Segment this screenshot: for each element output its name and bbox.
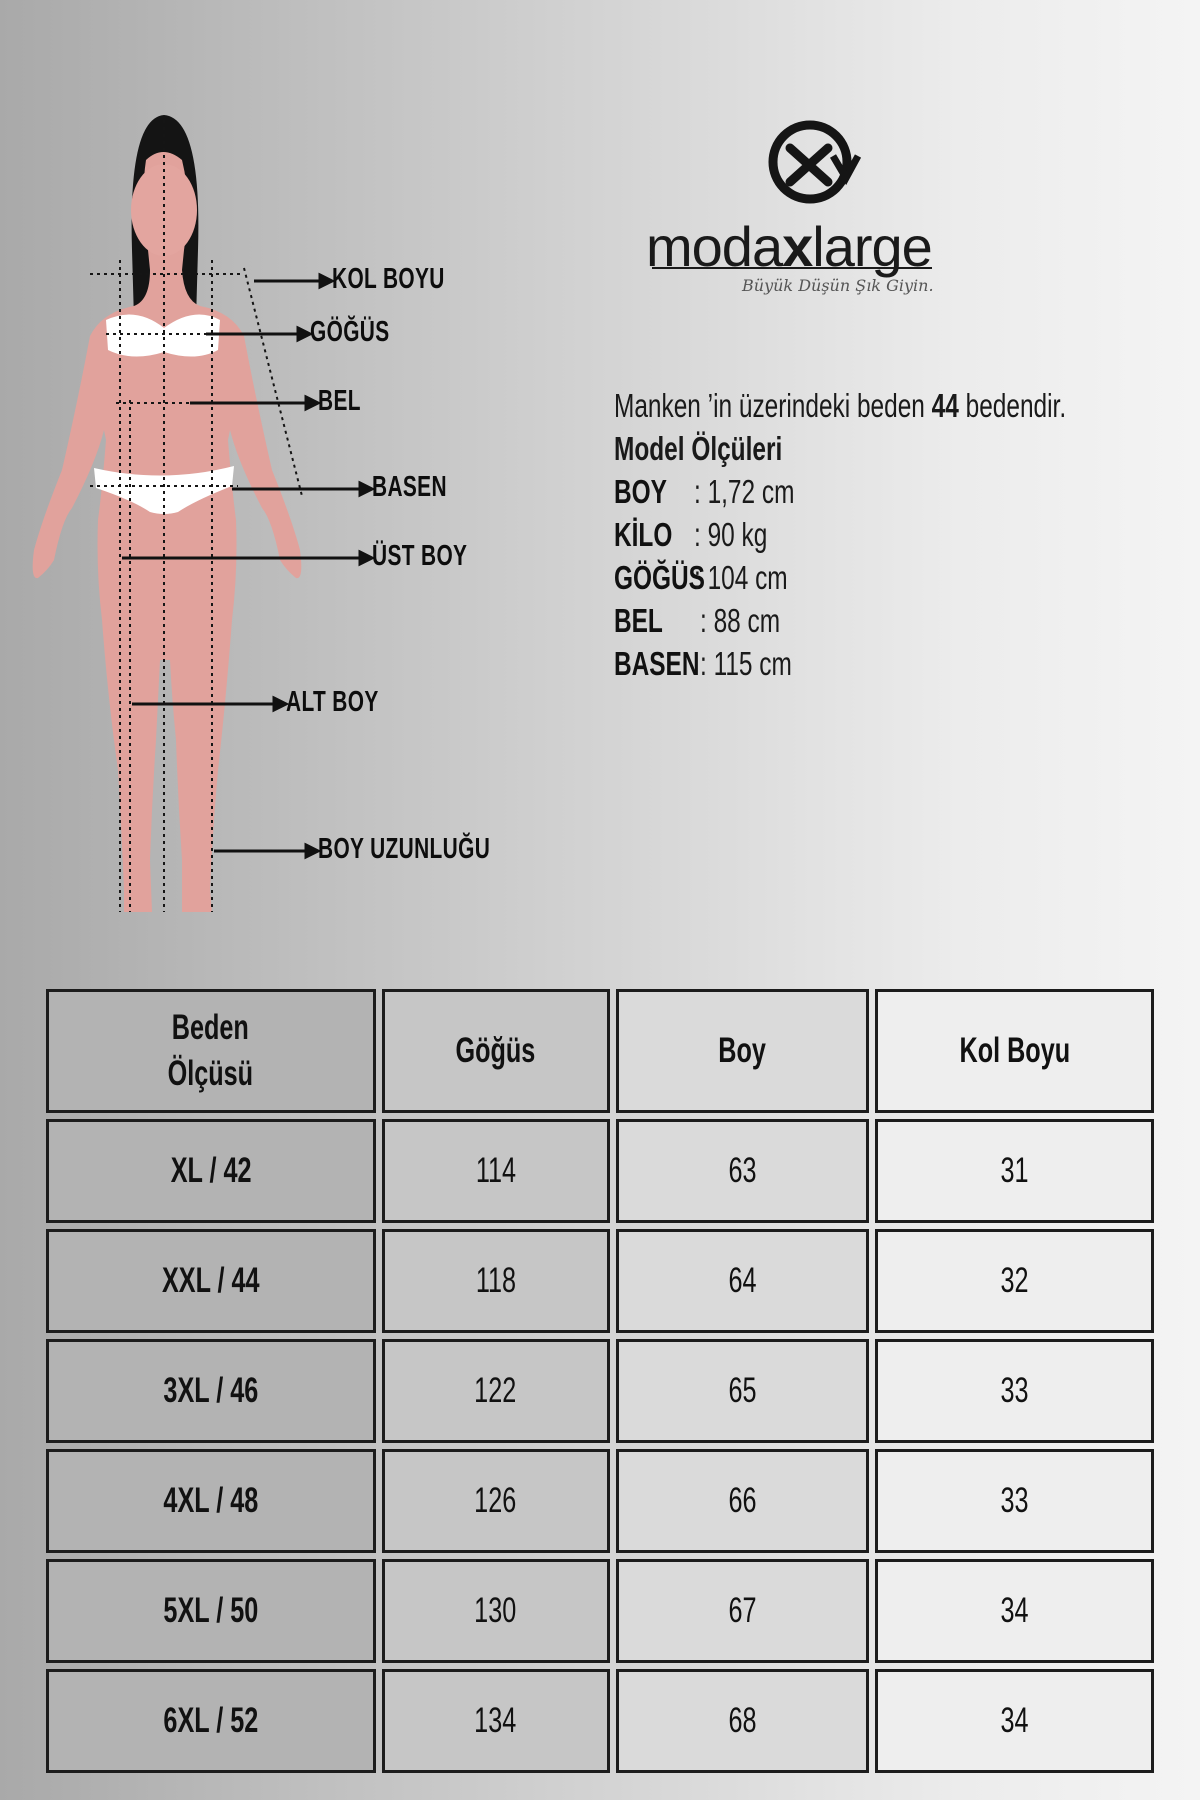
measure-value: : 115 cm <box>700 645 792 682</box>
cell-chest <box>382 1669 610 1773</box>
cell-length <box>616 1449 869 1553</box>
model-measure-row <box>614 513 1174 556</box>
cell-sleeve-text: 33 <box>1000 1481 1029 1520</box>
measure-value: : 88 cm <box>700 602 781 639</box>
size-chart-table <box>40 983 1160 1779</box>
cell-size-text: 6XL / 52 <box>163 1701 259 1740</box>
cell-chest-text: 122 <box>474 1371 517 1410</box>
cell-length <box>616 1119 869 1223</box>
header-length <box>616 989 869 1113</box>
cell-sleeve-text: 33 <box>1000 1371 1029 1410</box>
brand-tagline: Büyük Düşün Şık Giyin. <box>742 276 934 295</box>
header-size-text <box>168 1005 253 1097</box>
measure-key: BASEN <box>614 645 700 682</box>
measure-value: : 104 cm <box>694 559 788 596</box>
cell-sleeve <box>875 1339 1154 1443</box>
measure-key: BOY <box>614 473 667 510</box>
brand-name-left: moda <box>646 215 783 278</box>
table-row <box>46 1449 1154 1553</box>
cell-sleeve <box>875 1669 1154 1773</box>
measure-key: GÖĞÜS <box>614 559 705 596</box>
cell-size-text: 4XL / 48 <box>163 1481 259 1520</box>
header-length-text: Boy <box>718 1031 767 1070</box>
cell-length-text: 67 <box>728 1591 757 1630</box>
cell-chest-text: 126 <box>474 1481 517 1520</box>
cell-sleeve-text: 31 <box>1000 1151 1029 1190</box>
cell-size <box>46 1559 376 1663</box>
model-measure-row <box>614 642 1174 685</box>
header-size-line1: Beden <box>172 1008 250 1047</box>
label-kol-boyu: KOL BOYU <box>332 263 445 295</box>
measure-value: : 90 kg <box>694 516 768 553</box>
cell-size <box>46 1449 376 1553</box>
cell-length-text: 63 <box>728 1151 757 1190</box>
model-title-text: Model Ölçüleri <box>614 430 783 467</box>
cell-length <box>616 1229 869 1333</box>
cell-chest-text: 118 <box>475 1261 516 1300</box>
brand-name-right: large <box>812 215 932 278</box>
measure-value: : 1,72 cm <box>694 473 795 510</box>
cell-size-text: 3XL / 46 <box>163 1371 259 1410</box>
mannequin-illustration <box>0 100 520 930</box>
table-header-row <box>46 989 1154 1113</box>
model-intro <box>614 384 1067 427</box>
cell-size <box>46 1339 376 1443</box>
label-boy-uzunlugu: BOY UZUNLUĞU <box>318 833 491 865</box>
cell-length <box>616 1669 869 1773</box>
mannequin-figure <box>0 100 520 930</box>
cell-size-text: XXL / 44 <box>161 1261 260 1300</box>
cell-size <box>46 1669 376 1773</box>
table-row <box>46 1119 1154 1223</box>
cell-chest-text: 134 <box>474 1701 517 1740</box>
cell-chest-text: 130 <box>474 1591 517 1630</box>
model-measure-row <box>614 599 1174 642</box>
brand-name <box>646 214 932 279</box>
label-basen: BASEN <box>372 471 447 503</box>
cell-length <box>616 1559 869 1663</box>
cell-sleeve <box>875 1449 1154 1553</box>
cell-sleeve <box>875 1229 1154 1333</box>
cell-length-text: 65 <box>728 1371 757 1410</box>
model-title <box>614 427 1028 470</box>
cell-sleeve-text: 34 <box>1000 1701 1029 1740</box>
label-alt-boy: ALT BOY <box>286 686 379 718</box>
model-intro-size: 44 <box>931 387 959 424</box>
header-size-line2: Ölçüsü <box>168 1054 254 1093</box>
table-row <box>46 1559 1154 1663</box>
label-bel: BEL <box>318 385 361 417</box>
cell-chest <box>382 1559 610 1663</box>
cell-length <box>616 1339 869 1443</box>
cell-chest <box>382 1229 610 1333</box>
header-size <box>46 989 376 1113</box>
cell-sleeve-text: 34 <box>1000 1591 1029 1630</box>
brand-name-x: x <box>782 215 813 278</box>
cell-size <box>46 1229 376 1333</box>
measure-key: BEL <box>614 602 663 639</box>
cell-sleeve <box>875 1559 1154 1663</box>
table-row <box>46 1339 1154 1443</box>
model-info <box>614 384 1174 685</box>
cell-length-text: 66 <box>728 1481 757 1520</box>
cell-chest-text: 114 <box>475 1151 516 1190</box>
cell-size <box>46 1119 376 1223</box>
cell-chest <box>382 1119 610 1223</box>
model-measure-row <box>614 470 1174 513</box>
header-chest <box>382 989 610 1113</box>
cell-length-text: 64 <box>728 1261 757 1300</box>
cell-size-text: 5XL / 50 <box>163 1591 259 1630</box>
model-intro-suffix: bedendir. <box>958 387 1067 424</box>
table-row <box>46 1229 1154 1333</box>
label-ust-boy: ÜST BOY <box>372 540 468 572</box>
cell-chest <box>382 1449 610 1553</box>
header-chest-text: Göğüs <box>455 1031 536 1070</box>
header-sleeve <box>875 989 1154 1113</box>
cell-sleeve <box>875 1119 1154 1223</box>
cell-chest <box>382 1339 610 1443</box>
model-intro-prefix: Manken ’in üzerindeki beden <box>614 387 932 424</box>
header-sleeve-text: Kol Boyu <box>959 1031 1070 1070</box>
cell-size-text: XL / 42 <box>170 1151 252 1190</box>
label-gogus: GÖĞÜS <box>310 316 390 348</box>
table-row <box>46 1669 1154 1773</box>
model-measure-row <box>614 556 1174 599</box>
cell-sleeve-text: 32 <box>1000 1261 1029 1300</box>
cell-length-text: 68 <box>728 1701 757 1740</box>
measure-key: KİLO <box>614 516 673 553</box>
